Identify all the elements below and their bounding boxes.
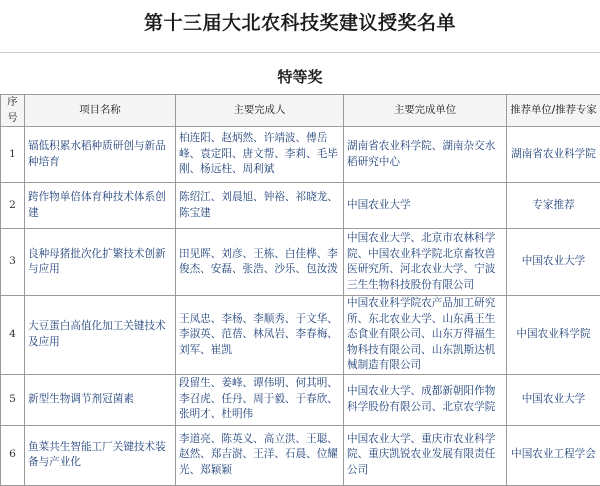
- header-seq: 序号: [1, 95, 25, 127]
- row-project: 新型生物调节剂冠菌素: [25, 374, 176, 425]
- row-people: 李道亮、陈英义、高立洪、王聪、赵然、郑吉澍、王洋、石晨、位耀光、郑颖颖: [176, 425, 344, 485]
- row-seq: 2: [1, 183, 25, 229]
- row-people: 王凤忠、李杨、李顺秀、于文华、李淑英、范蓓、林凤岩、李春梅、刘军、崔凯: [176, 296, 344, 375]
- header-units: 主要完成单位: [344, 95, 507, 127]
- row-recommender: 湖南省农业科学院: [507, 127, 600, 183]
- row-people: 段留生、姜峰、谭伟明、何其明、李召虎、任丹、周于毅、于春欣、张明才、杜明伟: [176, 374, 344, 425]
- row-units: 湖南省农业科学院、湖南杂交水稻研究中心: [344, 127, 507, 183]
- row-seq: 1: [1, 127, 25, 183]
- row-seq: 3: [1, 229, 25, 296]
- row-seq: 4: [1, 296, 25, 375]
- row-units: 中国农业大学、重庆市农业科学院、重庆凯锐农业发展有限责任公司: [344, 425, 507, 485]
- row-units: 中国农业大学、北京市农林科学院、中国农业科学院北京畜牧兽医研究所、河北农业大学、宁波三生生物科技股份有限公司: [344, 229, 507, 296]
- row-project: 良种母猪批次化扩繁技术创新与应用: [25, 229, 176, 296]
- table-row: [1, 296, 600, 375]
- row-project: 鱼菜共生智能工厂关键技术装备与产业化: [25, 425, 176, 485]
- table-row: [1, 229, 600, 296]
- row-recommender: 中国农业科学院: [507, 296, 600, 375]
- document-title: 第十三届大北农科技奖建议授奖名单: [0, 8, 600, 35]
- row-recommender: 中国农业工程学会: [507, 425, 600, 485]
- row-project: 跨作物单倍体育种技术体系创建: [25, 183, 176, 229]
- header-people: 主要完成人: [176, 95, 344, 127]
- award-level-heading: 特等奖: [0, 66, 600, 87]
- row-recommender: 专家推荐: [507, 183, 600, 229]
- row-people: 田见晖、刘彦、王栋、白佳桦、李俊杰、安磊、张浩、沙乐、包汝泼: [176, 229, 344, 296]
- table-header-row: [1, 95, 600, 127]
- row-units: 中国农业大学: [344, 183, 507, 229]
- table-row: [1, 425, 600, 485]
- row-people: 陈绍江、刘晨旭、钟裕、祁晓龙、陈宝建: [176, 183, 344, 229]
- table-row: [1, 183, 600, 229]
- table-row: [1, 127, 600, 183]
- row-units: 中国农业大学、成都新朝阳作物科学股份有限公司、北京农学院: [344, 374, 507, 425]
- row-seq: 5: [1, 374, 25, 425]
- row-seq: 6: [1, 425, 25, 485]
- row-project: 镉低积累水稻种质研创与新品种培育: [25, 127, 176, 183]
- title-divider: [0, 52, 600, 53]
- header-recommender: 推荐单位/推荐专家: [507, 95, 600, 127]
- row-people: 柏连阳、赵炳然、许靖波、傅岳峰、袁定阳、唐文帮、李莉、毛毕刚、杨远柱、周利斌: [176, 127, 344, 183]
- row-recommender: 中国农业大学: [507, 229, 600, 296]
- table-row: [1, 374, 600, 425]
- award-table: [0, 94, 600, 486]
- header-project: 项目名称: [25, 95, 176, 127]
- row-project: 大豆蛋白高值化加工关键技术及应用: [25, 296, 176, 375]
- row-recommender: 中国农业大学: [507, 374, 600, 425]
- row-units: 中国农业科学院农产品加工研究所、东北农业大学、山东禹王生态食业有限公司、山东万得福生物科技有限公司、山东凯斯达机械制造有限公司: [344, 296, 507, 375]
